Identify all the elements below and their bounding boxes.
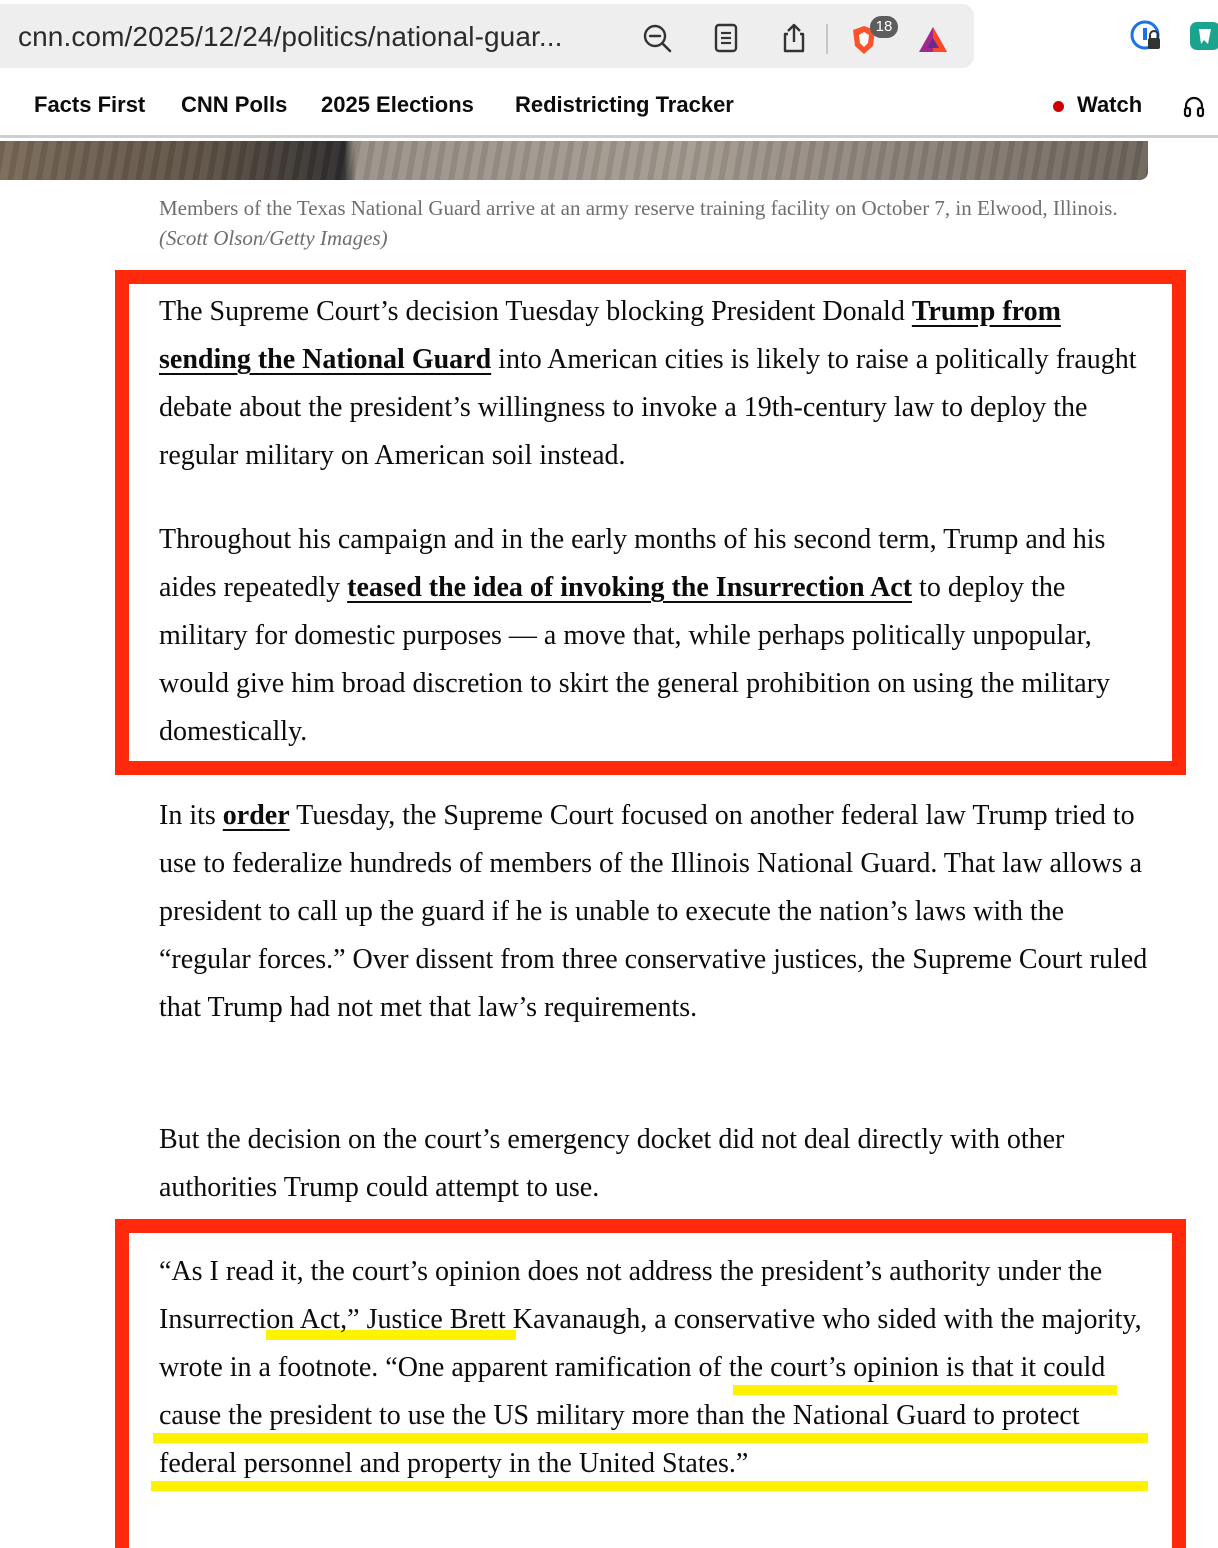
toolbar-divider xyxy=(826,24,828,54)
nav-redistricting-tracker[interactable]: Redistricting Tracker xyxy=(515,92,734,117)
caption-credit: (Scott Olson/Getty Images) xyxy=(159,226,388,250)
password-manager-icon[interactable] xyxy=(1130,20,1162,52)
reader-mode-icon[interactable] xyxy=(710,22,742,54)
headphones-icon[interactable] xyxy=(1182,94,1206,118)
article-paragraph-5-quote: “As I read it, the court’s opinion does not address the president’s authority under the Insurrection Act,” Justice Brett Kavanaugh, a conservative who sided with the majority, wrote in a footnote. “One apparent ramification of the court’s opinion is that it could cause the president to use the US military more than the National Guard to protect federal personnel and property in the United States.” xyxy=(159,1256,1142,1479)
nav-2025-elections[interactable]: 2025 Elections xyxy=(321,92,474,117)
article-paragraph-4: But the decision on the court’s emergency docket did not deal directly with other authorities Trump could attempt to use. xyxy=(159,1124,1065,1203)
nav-facts-first[interactable]: Facts First xyxy=(34,92,146,117)
caption-text: Members of the Texas National Guard arrive at an army reserve training facility on October 7, in Elwood, Illinois. xyxy=(159,196,1118,220)
address-bar[interactable] xyxy=(0,4,974,68)
zoom-out-icon[interactable] xyxy=(641,22,673,54)
extension-icon[interactable] xyxy=(1188,20,1218,52)
link-order[interactable]: order xyxy=(222,800,290,831)
article-paragraph-1: The Supreme Court’s decision Tuesday blocking President Donald Trump from sending the National Guard into American cities is likely to raise a politically fraught debate about the president’s willingness to invoke a 19th-century law to deploy the regular military on American soil instead. xyxy=(159,296,1137,471)
image-caption xyxy=(159,193,1149,253)
link-insurrection-act[interactable]: teased the idea of invoking the Insurrection Act xyxy=(347,572,913,603)
share-icon[interactable] xyxy=(778,22,810,54)
live-indicator-icon xyxy=(1053,101,1064,112)
url-text[interactable]: cnn.com/2025/12/24/politics/national-guar... xyxy=(18,21,563,52)
article-paragraph-2: Throughout his campaign and in the early months of his second term, Trump and his aides repeatedly teased the idea of invoking the Insurrection Act to deploy the military for domestic purposes — a move that, while perhaps politically unpopular, would give him broad discretion to skirt the general prohibition on using the military domestically. xyxy=(159,524,1111,747)
browser-toolbar xyxy=(0,0,1218,72)
shields-count-badge: 18 xyxy=(870,16,898,38)
brave-rewards-icon[interactable] xyxy=(917,24,949,56)
nav-cnn-polls[interactable]: CNN Polls xyxy=(181,92,288,117)
link-trump-national-guard[interactable]: Trump from sending the National Guard xyxy=(159,296,1061,375)
site-navigation xyxy=(0,74,1218,138)
watch-button[interactable]: Watch xyxy=(1077,92,1143,117)
hero-image xyxy=(0,141,1148,180)
article-paragraph-3: In its order Tuesday, the Supreme Court focused on another federal law Trump tried to use to federalize hundreds of members of the Illinois National Guard. That law allows a president to call up the guard if he is unable to execute the nation’s laws with the “regular forces.” Over dissent from three conservative justices, the Supreme Court ruled that Trump had not met that law’s requirements. xyxy=(159,800,1148,1023)
